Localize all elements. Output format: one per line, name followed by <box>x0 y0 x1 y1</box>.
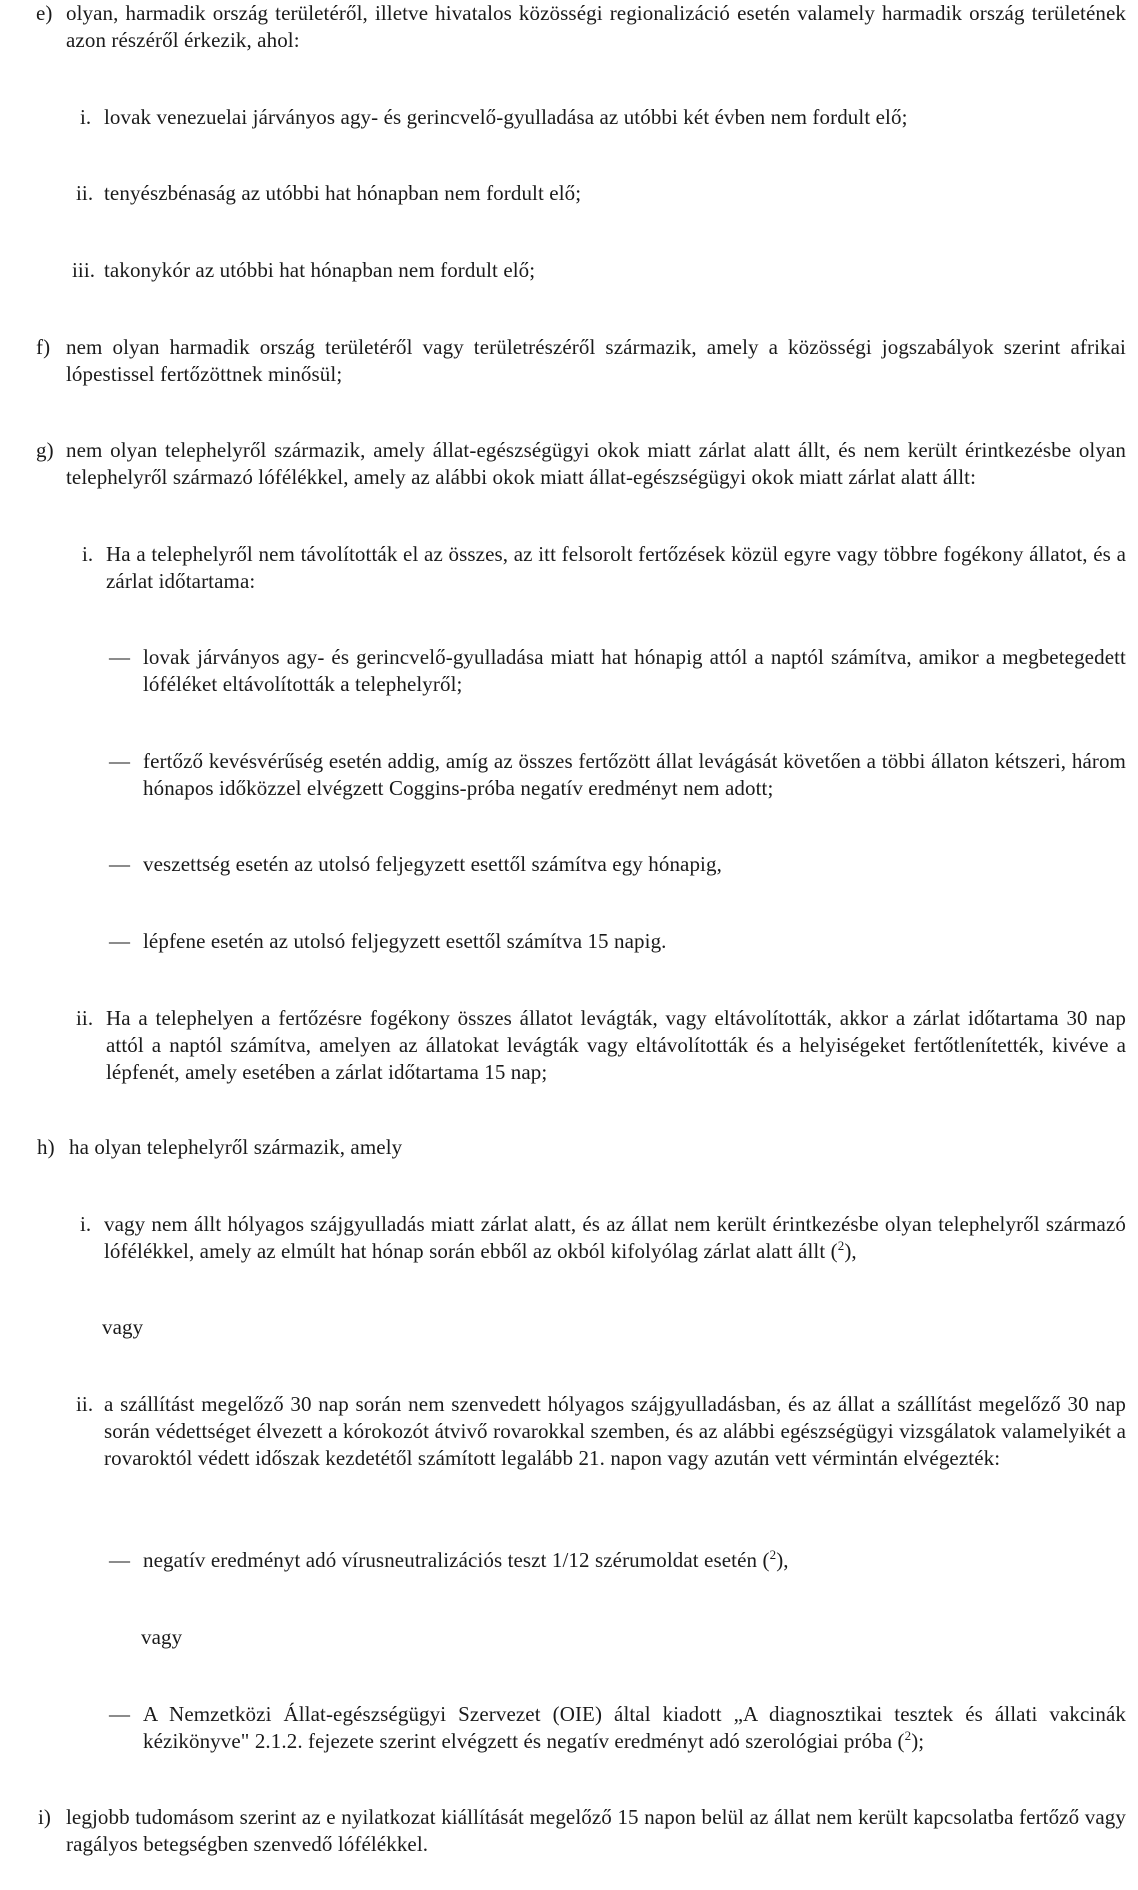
item-e-i-label: i. <box>80 105 92 129</box>
item-i-text: legjobb tudomásom szerint az e nyilatkozat kiállítását megelőző 15 napon belül az állat nem került kapcsolatba fertőző vagy ragályos betegségben szenvedő lófélékkel. <box>66 1805 1126 1856</box>
item-g-label: g) <box>36 438 54 462</box>
item-g-text: nem olyan telephelyről származik, amely állat-egészségügyi okok miatt zárlat alatt állt, és nem került érintkezésbe olyan telephelyről származó lófélékkel, amely az alábbi okok miatt állat-egészségügyi okok miatt zárlat alatt állt: <box>66 438 1126 489</box>
item-g-i-label: i. <box>82 542 94 566</box>
item-h-ii-dash-2 <box>109 1701 1126 1755</box>
item-g <box>36 437 1126 491</box>
item-e-label: e) <box>36 1 53 25</box>
item-h-or-1: vagy <box>102 1315 144 1339</box>
item-e-text: olyan, harmadik ország területéről, illetve hivatalos közösségi regionalizáció esetén valamely harmadik ország területének azon részéről érkezik, ahol: <box>66 1 1126 52</box>
item-h-ii-dash-2-label: — <box>109 1702 131 1726</box>
item-i <box>38 1804 1126 1858</box>
item-e <box>36 0 1126 54</box>
item-h-ii-label: ii. <box>76 1392 94 1416</box>
item-g-i-dash-3 <box>109 851 1126 878</box>
item-e-ii-text: tenyészbénaság az utóbbi hat hónapban nem fordult elő; <box>104 181 582 205</box>
item-h-i-label: i. <box>80 1212 92 1236</box>
item-h-ii-dash-1-body: negatív eredményt adó vírusneutralizációs teszt 1/12 szérumoldat esetén ( <box>143 1548 770 1572</box>
item-h-ii-text: a szállítást megelőző 30 nap során nem szenvedett hólyagos szájgyulladásban, és az állat a szállítást megelőző 30 nap során védettséget élvezett a kórokozót átvivő rovarokkal szemben, és az alábbi egészségügyi vizsgálatok valamelyikét a rovaroktól védett időszak kezdetétől számított legalább 21. napon vagy azután vett vérmintán elvégezték: <box>104 1392 1126 1470</box>
item-g-i-dash-2 <box>109 748 1126 802</box>
footnote-ref[interactable]: 2 <box>904 1728 912 1743</box>
item-h-ii-dash-1-end: ), <box>776 1548 789 1572</box>
item-e-iii <box>72 257 1126 284</box>
item-h-ii-dash-1-label: — <box>109 1548 131 1572</box>
item-g-i-dash-1-text: lovak járványos agy- és gerincvelő-gyulladása miatt hat hónapig attól a naptól számítva, amikor a megbetegedett lóféléket eltávolították a telephelyről; <box>143 645 1126 696</box>
item-e-iii-label: iii. <box>72 258 96 282</box>
footnote-ref[interactable]: 2 <box>837 1238 845 1253</box>
item-e-ii-label: ii. <box>76 181 94 205</box>
item-h-ii <box>76 1391 1126 1472</box>
item-h-i-end: ), <box>844 1239 857 1263</box>
item-g-i-dash-4 <box>109 928 1126 955</box>
item-h-or-2: vagy <box>141 1625 183 1649</box>
item-g-i-dash-2-label: — <box>109 749 131 773</box>
item-e-i-text: lovak venezuelai járványos agy- és gerincvelő-gyulladása az utóbbi két évben nem fordult elő; <box>104 105 908 129</box>
item-h-ii-dash-1-text <box>143 1547 1126 1574</box>
item-h-ii-dash-2-text <box>143 1701 1126 1755</box>
item-h-label: h) <box>37 1135 55 1159</box>
item-h-text: ha olyan telephelyről származik, amely <box>69 1135 403 1159</box>
item-g-i-dash-1-label: — <box>109 645 131 669</box>
item-i-label: i) <box>38 1805 52 1829</box>
item-g-ii-label: ii. <box>76 1006 94 1030</box>
item-g-ii <box>76 1005 1126 1086</box>
item-g-i-dash-3-text: veszettség esetén az utolsó feljegyzett esettől számítva egy hónapig, <box>143 852 722 876</box>
item-h-ii-dash-2-end: ); <box>911 1729 925 1753</box>
item-g-i-dash-4-text: lépfene esetén az utolsó feljegyzett esettől számítva 15 napig. <box>143 929 667 953</box>
item-g-i-text: Ha a telephelyről nem távolították el az összes, az itt felsorolt fertőzések közül egyre vagy többre fogékony állatot, és a zárlat időtartama: <box>106 542 1126 593</box>
item-g-ii-text: Ha a telephelyen a fertőzésre fogékony összes állatot levágták, vagy eltávolították, akkor a zárlat időtartama 30 nap attól a naptól számítva, amelyen az állatokat levágták vagy eltávolították és a helyiségeket fertőtlenítették, kivéve a lépfenét, amely esetében a zárlat időtartama 15 nap; <box>106 1006 1126 1084</box>
item-f-label: f) <box>36 335 51 359</box>
item-e-iii-text: takonykór az utóbbi hat hónapban nem fordult elő; <box>104 258 536 282</box>
item-g-i-dash-3-label: — <box>109 852 131 876</box>
item-h-i-body: vagy nem állt hólyagos szájgyulladás miatt zárlat alatt, és az állat nem került érintkezésbe olyan telephelyről származó lófélékkel, amely az elmúlt hat hónap során ebből az okból kifolyólag zárlat alatt állt ( <box>104 1212 1126 1263</box>
item-h-i <box>80 1211 1126 1265</box>
item-h-ii-dash-1 <box>109 1547 1126 1574</box>
item-h-ii-dash-2-body: A Nemzetközi Állat-egészségügyi Szervezet (OIE) által kiadott „A diagnosztikai tesztek és állati vakcinák kézikönyve" 2.1.2. fejezete szerint elvégzett és negatív eredményt adó szerológiai próba ( <box>143 1702 1126 1753</box>
item-h <box>37 1134 1126 1161</box>
item-g-i-dash-1 <box>109 644 1126 698</box>
item-g-i-dash-4-label: — <box>109 929 131 953</box>
item-e-ii <box>76 180 1126 207</box>
item-g-i <box>82 541 1126 595</box>
item-h-i-text <box>104 1211 1126 1265</box>
item-e-i <box>80 104 1126 131</box>
item-f <box>36 334 1126 388</box>
item-g-i-dash-2-text: fertőző kevésvérűség esetén addig, amíg az összes fertőzött állat levágását követően a többi állaton kétszeri, három hónapos időközzel elvégzett Coggins-próba negatív eredményt nem adott; <box>143 749 1126 800</box>
footnote-ref[interactable]: 2 <box>769 1547 777 1562</box>
item-f-text: nem olyan harmadik ország területéről vagy területrészéről származik, amely a közösségi jogszabályok szerint afrikai lópestissel fertőzöttnek minősül; <box>66 335 1126 386</box>
